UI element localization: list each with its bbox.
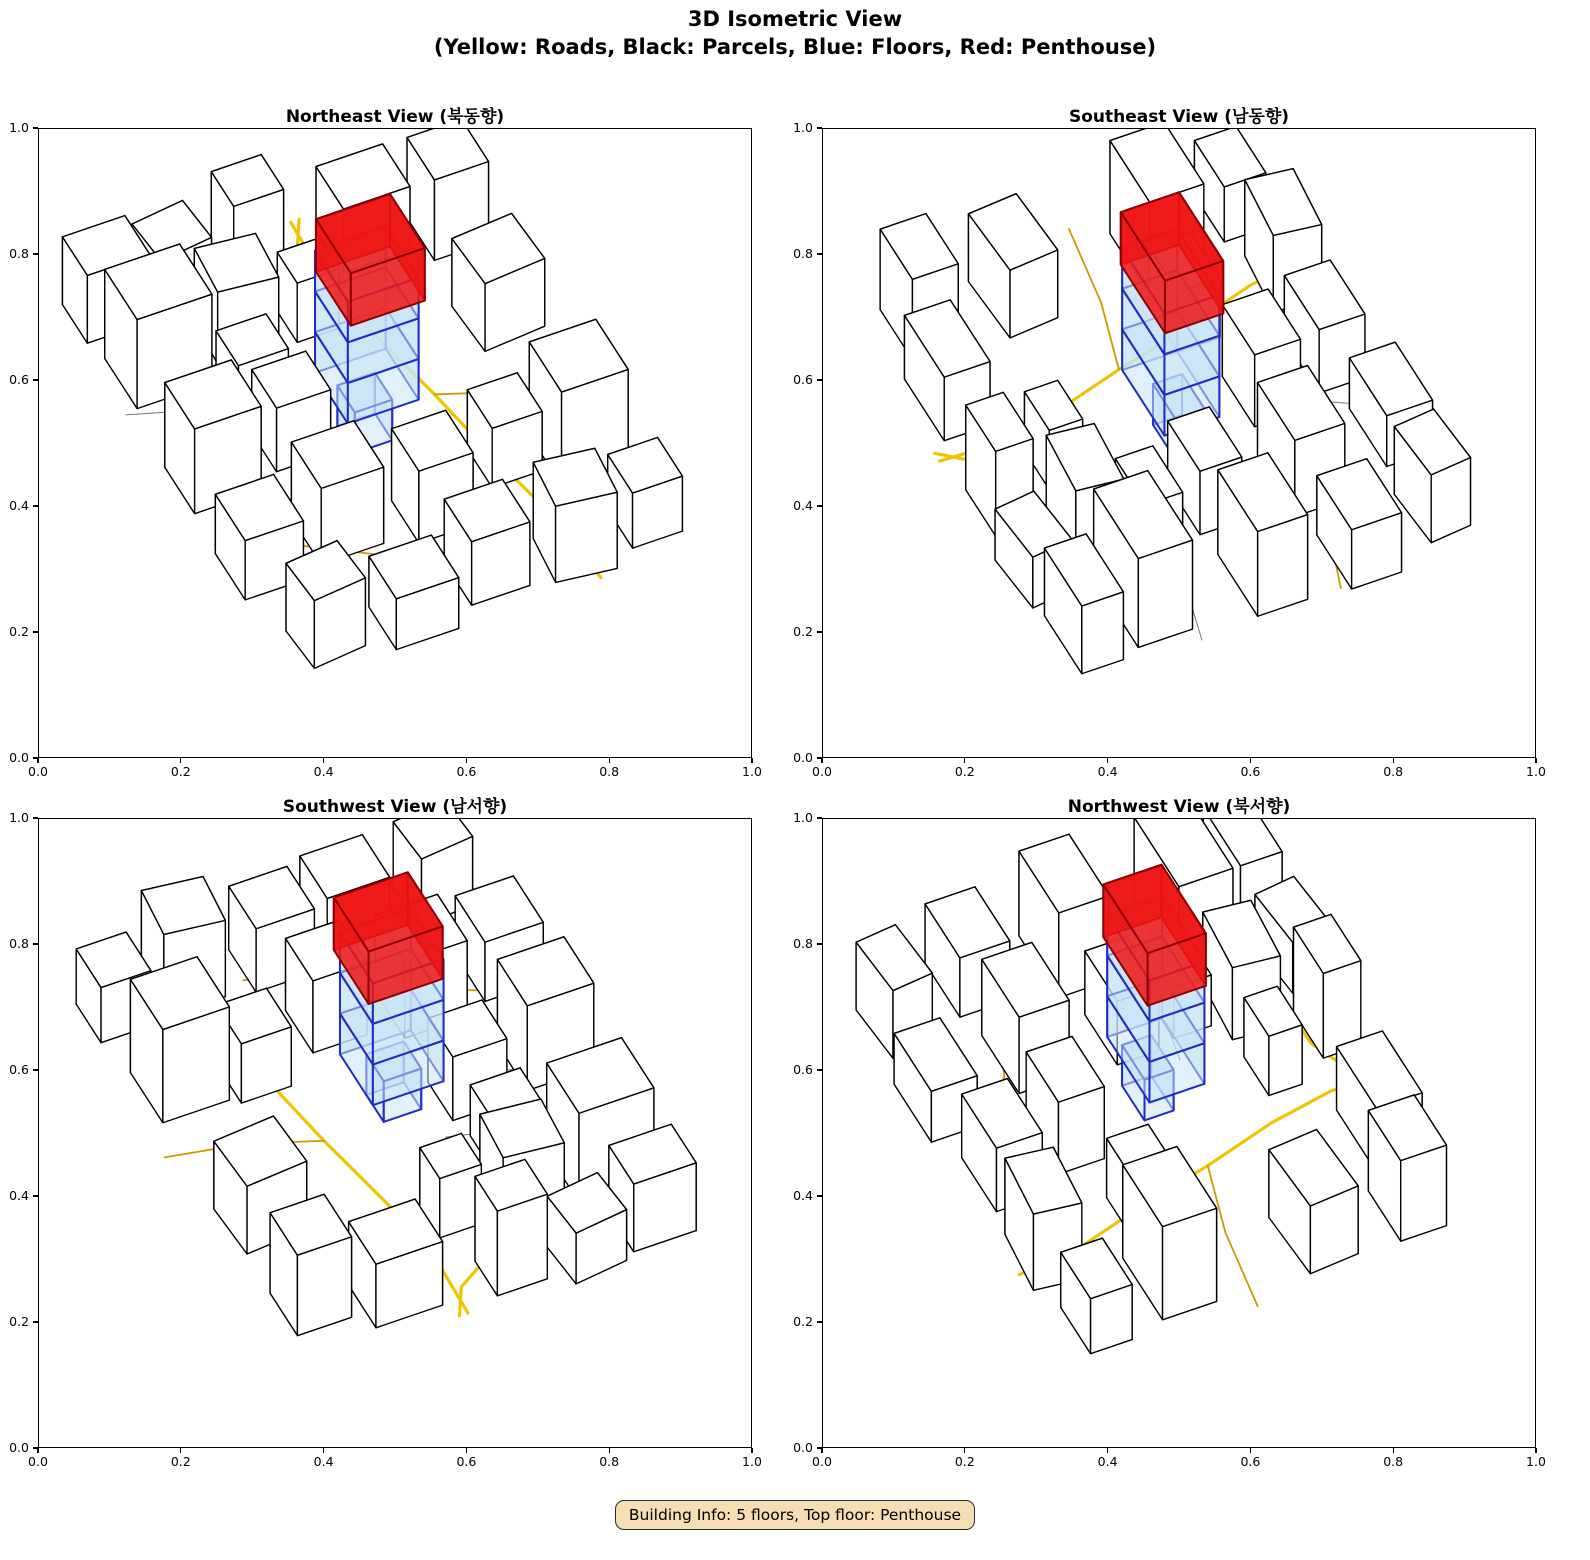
x-tick-mark [1107, 758, 1108, 763]
y-tick-mark [817, 1195, 822, 1196]
x-tick-label: 0.4 [1097, 764, 1118, 779]
y-tick-label: 0.2 [9, 624, 29, 639]
y-tick-label: 0.2 [9, 1314, 29, 1329]
x-tick-mark [180, 758, 181, 763]
y-tick-label: 0.6 [793, 1062, 813, 1077]
x-tick-mark [466, 1448, 467, 1453]
y-tick-mark [817, 1321, 822, 1322]
y-tick-mark [33, 631, 38, 632]
y-tick-mark [33, 1321, 38, 1322]
x-tick-label: 0.6 [456, 1454, 477, 1469]
x-tick-label: 0.0 [28, 764, 48, 779]
y-tick-mark [817, 505, 822, 506]
y-tick-mark [33, 379, 38, 380]
y-tick-label: 0.2 [793, 624, 813, 639]
x-tick-label: 0.6 [1240, 1454, 1261, 1469]
x-tick-mark [466, 758, 467, 763]
y-tick-label: 0.6 [793, 372, 813, 387]
x-tick-mark [964, 758, 965, 763]
x-tick-label: 0.8 [1383, 1454, 1404, 1469]
y-tick-mark [817, 1069, 822, 1070]
x-tick-mark [964, 1448, 965, 1453]
x-tick-label: 0.4 [313, 764, 334, 779]
x-tick-label: 0.0 [28, 1454, 48, 1469]
x-tick-label: 0.6 [456, 764, 477, 779]
x-tick-label: 0.4 [1097, 1454, 1118, 1469]
x-tick-label: 0.8 [599, 764, 620, 779]
building-info-badge-row [0, 1500, 1590, 1530]
y-tick-mark [817, 379, 822, 380]
plot-canvas-northeast [38, 128, 752, 758]
y-tick-label: 1.0 [9, 120, 29, 135]
isometric-scene [39, 819, 751, 1447]
y-tick-label: 0.6 [9, 1062, 29, 1077]
x-tick-mark [323, 1448, 324, 1453]
y-tick-mark [33, 1195, 38, 1196]
y-tick-label: 0.0 [793, 1440, 813, 1455]
y-tick-label: 0.4 [793, 1188, 813, 1203]
y-tick-label: 0.8 [793, 246, 813, 261]
y-tick-label: 0.8 [9, 246, 29, 261]
y-tick-mark [33, 943, 38, 944]
y-tick-mark [33, 505, 38, 506]
y-tick-label: 1.0 [793, 120, 813, 135]
x-tick-mark [180, 1448, 181, 1453]
x-tick-mark [37, 758, 38, 763]
plot-canvas-southeast [822, 128, 1536, 758]
x-tick-mark [609, 758, 610, 763]
x-tick-label: 1.0 [742, 764, 762, 779]
plot-canvas-northwest [822, 818, 1536, 1448]
x-tick-label: 1.0 [742, 1454, 762, 1469]
x-tick-mark [1535, 1448, 1536, 1453]
x-tick-label: 0.2 [170, 1454, 191, 1469]
x-tick-label: 0.2 [170, 764, 191, 779]
plot-canvas-southwest [38, 818, 752, 1448]
isometric-scene [39, 129, 751, 757]
x-tick-mark [1250, 758, 1251, 763]
y-tick-mark [33, 127, 38, 128]
y-tick-mark [33, 253, 38, 254]
y-tick-label: 0.2 [793, 1314, 813, 1329]
x-tick-mark [1107, 1448, 1108, 1453]
x-tick-label: 0.6 [1240, 764, 1261, 779]
y-tick-label: 0.4 [9, 498, 29, 513]
x-tick-mark [1393, 758, 1394, 763]
y-tick-label: 0.8 [9, 936, 29, 951]
building-info-badge: Building Info: 5 floors, Top floor: Penthouse [615, 1500, 975, 1530]
y-tick-label: 0.4 [9, 1188, 29, 1203]
isometric-scene [823, 819, 1535, 1447]
figure-title: 3D Isometric View [687, 7, 903, 31]
x-tick-mark [1535, 758, 1536, 763]
x-tick-label: 1.0 [1526, 1454, 1546, 1469]
y-tick-label: 0.0 [9, 1440, 29, 1455]
x-tick-label: 1.0 [1526, 764, 1546, 779]
x-tick-label: 0.2 [954, 1454, 975, 1469]
y-tick-mark [817, 943, 822, 944]
y-tick-label: 1.0 [793, 810, 813, 825]
x-tick-label: 0.8 [1383, 764, 1404, 779]
y-tick-mark [817, 127, 822, 128]
subplot-title-northeast: Northeast View (북동향) [285, 107, 505, 127]
x-tick-mark [751, 758, 752, 763]
x-tick-label: 0.0 [812, 1454, 832, 1469]
isometric-scene [823, 129, 1535, 757]
subplot-title-northwest: Northwest View (북서향) [1067, 797, 1291, 817]
subplot-title-southwest: Southwest View (남서향) [282, 797, 508, 817]
y-tick-label: 1.0 [9, 810, 29, 825]
y-tick-mark [817, 817, 822, 818]
y-tick-mark [33, 1069, 38, 1070]
x-tick-label: 0.8 [599, 1454, 620, 1469]
x-tick-mark [609, 1448, 610, 1453]
x-tick-mark [1250, 1448, 1251, 1453]
y-tick-mark [817, 631, 822, 632]
y-tick-label: 0.4 [793, 498, 813, 513]
y-tick-mark [817, 253, 822, 254]
subplot-title-southeast: Southeast View (남동향) [1068, 107, 1290, 127]
y-tick-label: 0.6 [9, 372, 29, 387]
x-tick-mark [323, 758, 324, 763]
x-tick-mark [751, 1448, 752, 1453]
y-tick-label: 0.0 [9, 750, 29, 765]
x-tick-mark [1393, 1448, 1394, 1453]
x-tick-mark [821, 1448, 822, 1453]
x-tick-label: 0.2 [954, 764, 975, 779]
x-tick-mark [37, 1448, 38, 1453]
x-tick-label: 0.4 [313, 1454, 334, 1469]
figure-subtitle: (Yellow: Roads, Black: Parcels, Blue: Floors, Red: Penthouse) [433, 35, 1157, 59]
y-tick-label: 0.8 [793, 936, 813, 951]
x-tick-label: 0.0 [812, 764, 832, 779]
y-tick-label: 0.0 [793, 750, 813, 765]
x-tick-mark [821, 758, 822, 763]
y-tick-mark [33, 817, 38, 818]
